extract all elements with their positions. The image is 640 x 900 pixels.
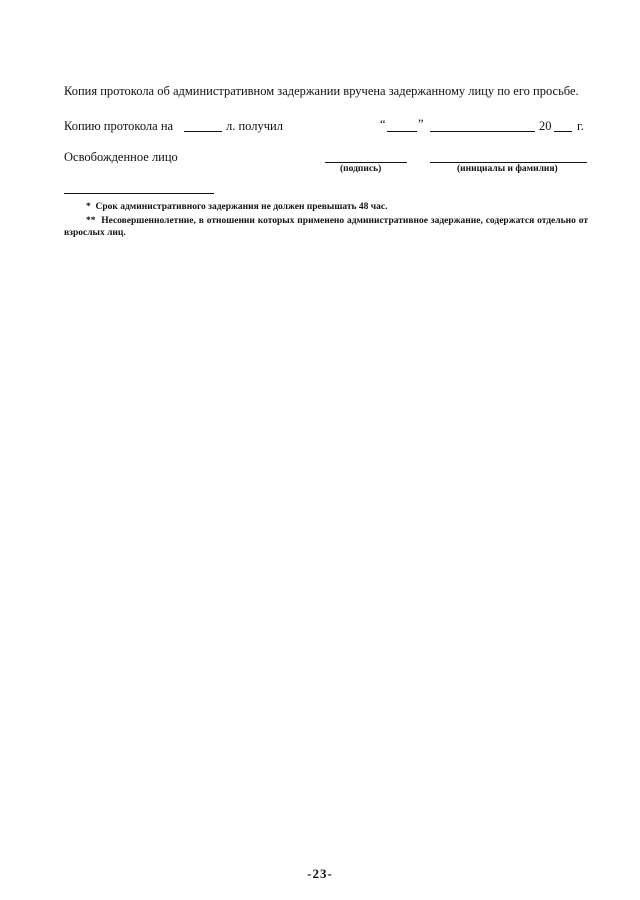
footnote-2 xyxy=(64,215,588,239)
released-person-label: Освобожденное лицо xyxy=(64,150,178,164)
day-blank xyxy=(387,131,417,132)
year-blank xyxy=(554,131,572,132)
copy-received-text: л. получил xyxy=(226,119,283,133)
name-caption: (инициалы и фамилия) xyxy=(457,164,558,174)
pages-count-blank xyxy=(184,131,222,132)
footnote-2-mark: ** xyxy=(86,216,96,226)
signature-caption: (подпись) xyxy=(340,164,382,174)
copy-handed-paragraph: Копия протокола об административном задержании вручена задержанному лицу по его просьбе. xyxy=(64,84,579,98)
month-blank xyxy=(430,131,535,132)
day-quote-open: “ xyxy=(380,117,386,131)
footnote-1-text: Срок административного задержания не должен превышать 48 час. xyxy=(95,202,388,212)
name-blank xyxy=(430,162,587,163)
day-quote-close: ” xyxy=(418,117,424,131)
footnote-1-mark: * xyxy=(86,202,91,212)
footnote-1 xyxy=(86,202,388,213)
year-suffix: г. xyxy=(577,119,584,133)
signature-blank xyxy=(325,162,407,163)
page-number: -23- xyxy=(307,866,333,881)
copy-pages-prefix: Копию протокола на xyxy=(64,119,174,133)
footnote-2-text: Несовершеннолетние, в отношении которых применено административное задержание, содержатся отдельно от взрослых лиц. xyxy=(64,216,589,238)
footnote-separator xyxy=(64,193,214,194)
year-prefix: 20 xyxy=(539,119,552,133)
